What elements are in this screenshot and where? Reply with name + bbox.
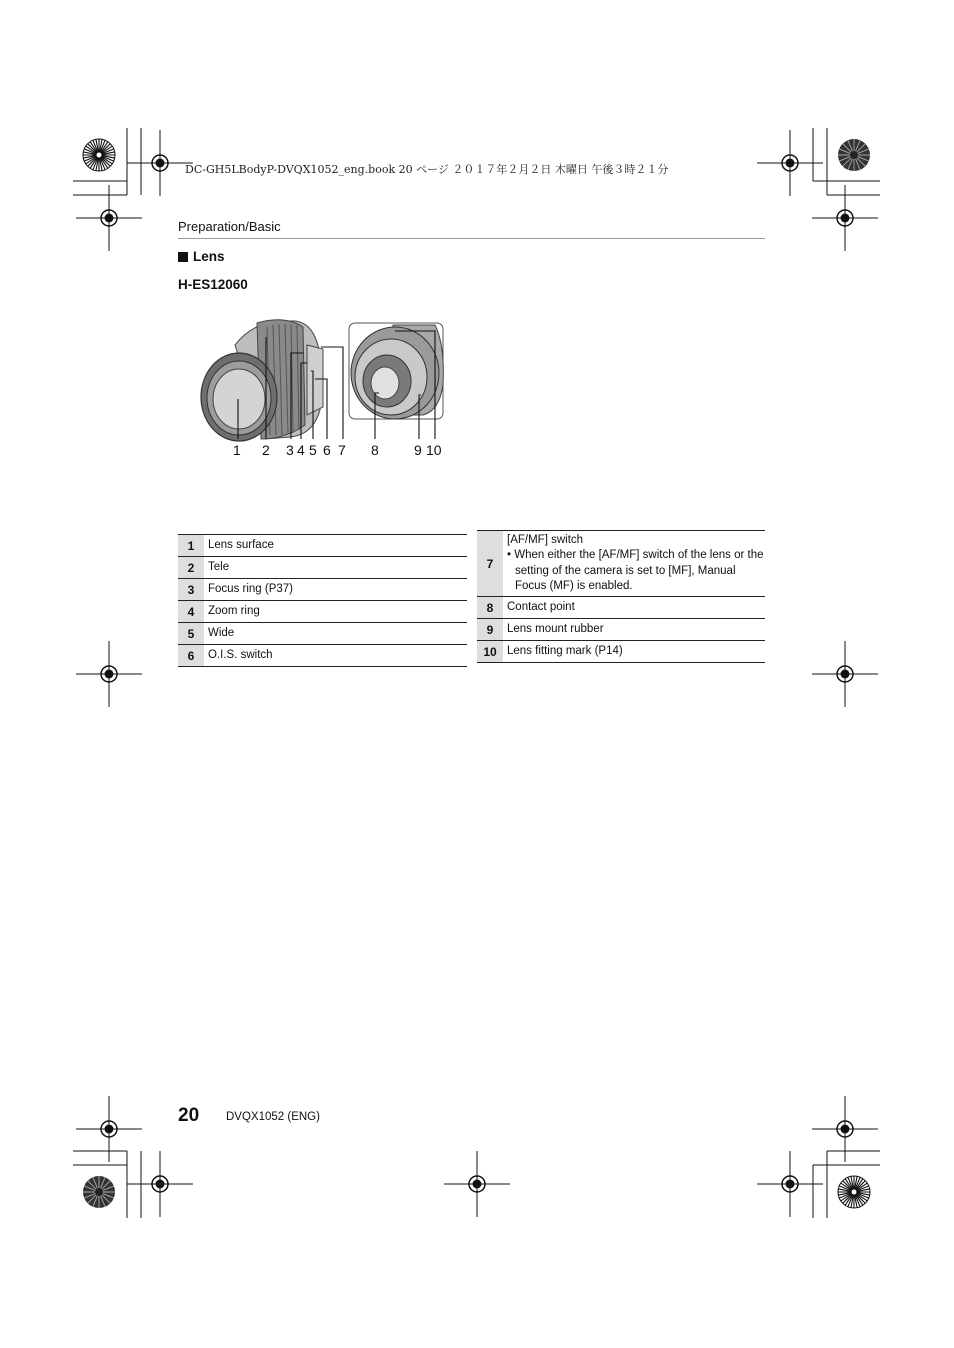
part-description	[503, 531, 765, 597]
callout-2: 2	[262, 442, 270, 458]
part-label: Zoom ring	[204, 601, 467, 623]
part-number: 5	[178, 623, 204, 645]
part-label: Lens fitting mark (P14)	[503, 641, 765, 663]
part-label: Tele	[204, 557, 467, 579]
callout-4: 4	[297, 442, 305, 458]
print-file-info: DC-GH5LBodyP-DVQX1052_eng.book 20 ページ ２０１７年２月２日 木曜日 午後３時２１分	[185, 163, 669, 176]
part-number: 9	[477, 619, 503, 641]
callout-3: 3	[286, 442, 294, 458]
callout-5: 5	[309, 442, 317, 458]
lens-model: H-ES12060	[178, 277, 248, 292]
section-title: Preparation/Basic	[178, 219, 281, 234]
part-label: Wide	[204, 623, 467, 645]
document-code: DVQX1052 (ENG)	[226, 1111, 320, 1123]
part-label: Lens mount rubber	[503, 619, 765, 641]
part-number: 3	[178, 579, 204, 601]
part-number: 7	[477, 531, 503, 597]
lens-front-view	[201, 320, 323, 441]
part-number: 2	[178, 557, 204, 579]
page-number: 20	[178, 1105, 200, 1126]
part-number: 4	[178, 601, 204, 623]
part-label: Focus ring (P37)	[204, 579, 467, 601]
table-row	[178, 579, 467, 601]
table-row	[477, 641, 765, 663]
table-row	[178, 535, 467, 557]
part-number: 8	[477, 597, 503, 619]
lens-illustration	[195, 315, 455, 445]
part-label: Contact point	[503, 597, 765, 619]
table-row	[178, 645, 467, 667]
callout-6: 6	[323, 442, 331, 458]
callout-1: 1	[233, 442, 241, 458]
callout-7: 7	[338, 442, 346, 458]
table-row	[178, 557, 467, 579]
header-rule	[178, 238, 765, 239]
part-number: 6	[178, 645, 204, 667]
table-row	[477, 597, 765, 619]
part-label: Lens surface	[204, 535, 467, 557]
table-row	[178, 601, 467, 623]
callout-10: 10	[426, 442, 442, 458]
heading-text: Lens	[193, 249, 225, 264]
callout-8: 8	[371, 442, 379, 458]
part-number: 10	[477, 641, 503, 663]
parts-table-left	[178, 534, 467, 667]
part-label: O.I.S. switch	[204, 645, 467, 667]
part-number: 1	[178, 535, 204, 557]
lens-rear-view	[351, 325, 443, 419]
table-row	[477, 619, 765, 641]
callout-9: 9	[414, 442, 422, 458]
part-note: • When either the [AF/MF] switch of the lens or the setting of the camera is set to [MF], Manual Focus (MF) is enabled.	[507, 549, 764, 592]
square-bullet-icon	[178, 252, 188, 262]
table-row	[178, 623, 467, 645]
part-label: [AF/MF] switch	[507, 533, 584, 546]
subsection-heading	[178, 249, 225, 264]
table-row	[477, 531, 765, 597]
parts-table-right	[477, 530, 765, 663]
